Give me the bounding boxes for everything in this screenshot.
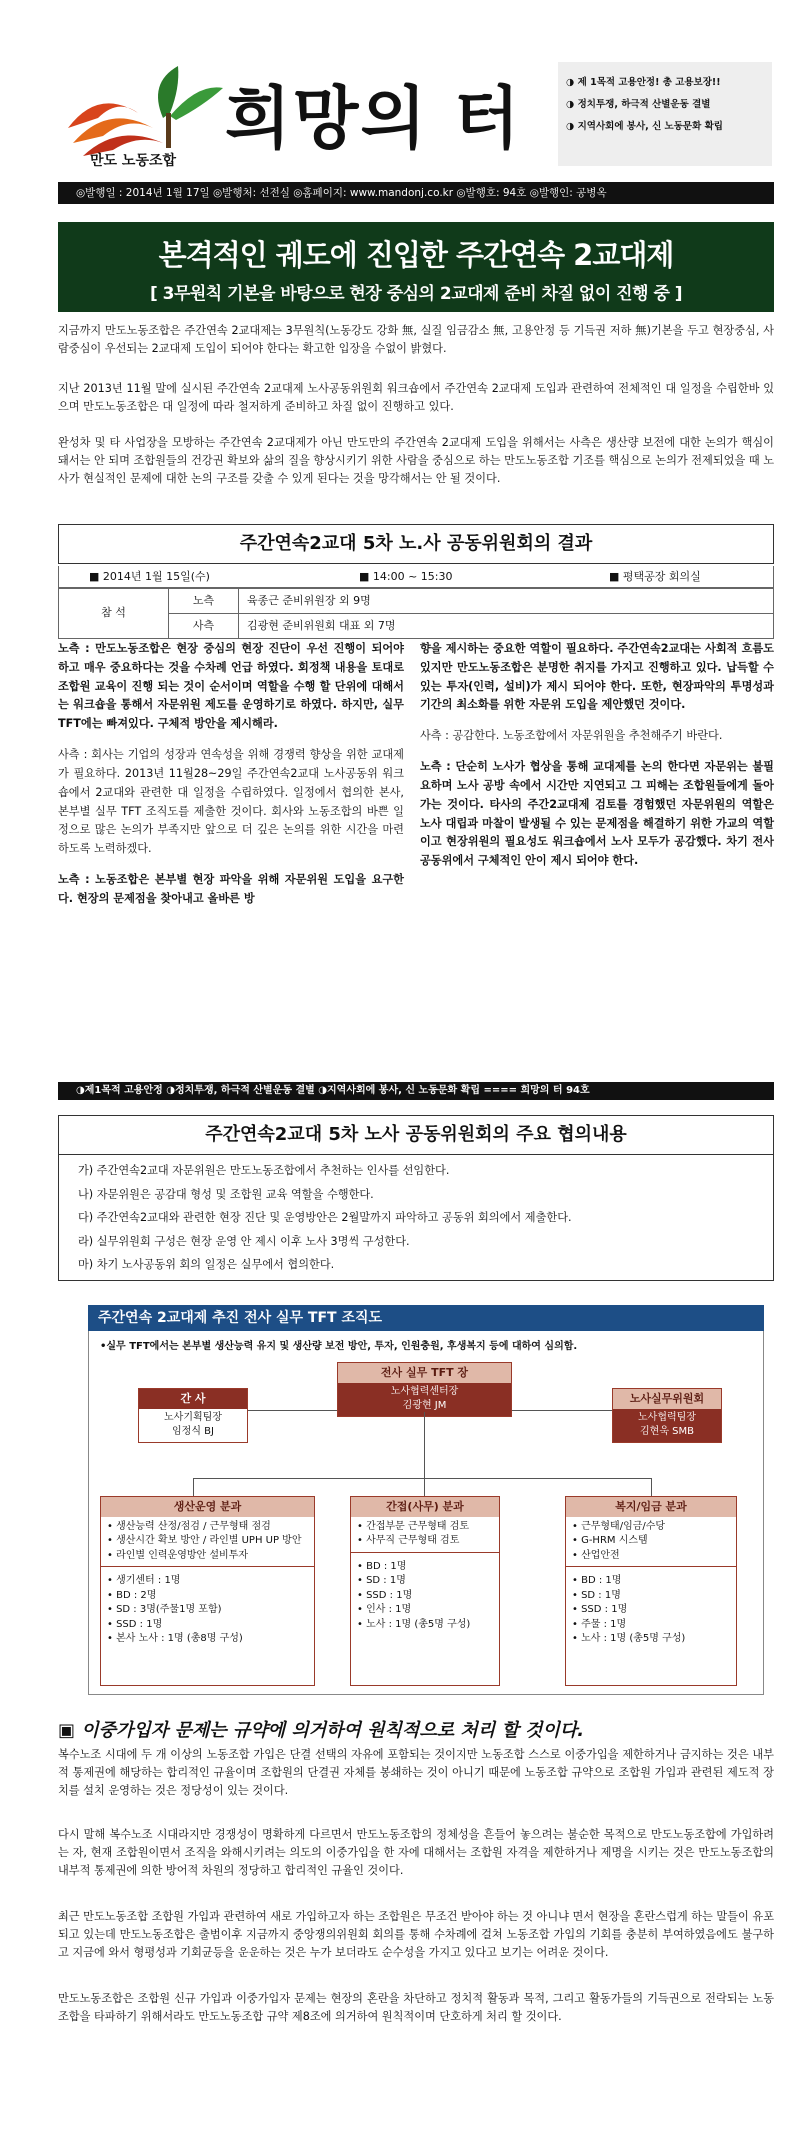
org-task: • G-HRM 시스템 (572, 1534, 730, 1549)
org-chart-note: •실무 TFT에서는 본부별 생산능력 유지 및 생산량 보전 방안, 투자, 인원충원, 후생복지 등에 대하여 심의함. (100, 1341, 578, 1352)
issue-paragraph-2: 다시 말해 복수노조 시대라지만 경쟁성이 명확하게 다르면서 만도노동조합의 정체성을 흔들어 놓으려는 불순한 목적으로 만도노동조합에 가입하려는 자, 현재 조합원이면서 조직을 와해시키려는 의도의 이중가입을 한 자에 대해서는 조합원 자격을 제한하거나 제명을 시키는 것은 만도노동조합의 내부적 통제권에 의한 방어적 차원의 정당하고 합리적인 규율인 것이다. (58, 1828, 774, 1878)
attendee-table (58, 588, 774, 639)
org-labor-committee-detail (613, 1409, 721, 1442)
agreement-item: 나) 자문위원은 공감대 형성 및 조합원 교육 역할을 수행한다. (78, 1187, 374, 1201)
org-labor-committee-box (612, 1388, 722, 1443)
org-connector (512, 1410, 612, 1411)
org-member: • SSD : 1명 (357, 1589, 493, 1604)
agreement-title: 주간연속2교대 5차 노사 공동위원회의 주요 협의내용 (58, 1115, 774, 1155)
org-labor-committee-sub: 노사협력팀장 (638, 1411, 696, 1423)
org-member: • 생기센터 : 1명 (107, 1574, 308, 1589)
discussion-right-column (420, 640, 774, 871)
org-group-tasks (101, 1517, 314, 1568)
issue-paragraph-4: 만도노동조합은 조합원 신규 가입과 이중가입자 문제는 현장의 혼란을 차단하고 정치적 활동과 목적, 그리고 활동가들의 기득권으로 전락되는 노동조합을 타파하기 위해서라도 만도노동조합 규약 제8조에 의거하여 원칙적이며 단호하게 처리 할 것이다. (58, 1992, 774, 2024)
meeting-date: ■ 2014년 1월 15일(수) (89, 570, 210, 583)
slogan-footer-band: ◑제1목적 고용안정 ◑정치투쟁, 하극적 산별운동 결별 ◑지역사회에 봉사, 신 노동문화 확립 ==== 희망의 터 94호 (58, 1082, 774, 1100)
discussion-right-3: 노측 : 단순히 노사가 협상을 통해 교대제를 논의 한다면 자문위는 불필요하며 노사 공방 속에서 시간만 지연되고 그 피해는 조합원들에게 돌아가는 것이다. 타사의 주간2교대제 검토를 경험했던 자문위원의 역할은 노사 대립과 마찰이 발생될 수 있는 문제점을 해결하기 위한 가교의 역할이고 현장위원의 필요성도 워크숍에서 노사 모두가 공감했다. 차기 전사 공동위에서 구체적인 안이 제시 되어야 한다. (420, 760, 774, 868)
issue-paragraph-3: 최근 만도노동조합 조합원 가입과 관련하여 새로 가입하고자 하는 조합원은 무조건 받아야 하는 것 아니냐 면서 현장을 혼란스럽게 하는 말들이 유포되고 있는데 만도노동조합은 출범이후 지금까지 중앙쟁의위원회 회의를 통해 수차례에 걸쳐 노동조합 가입의 기회를 충분히 부여하였음에도 불구하고 지금에 와서 형평성과 기회균등을 운운하는 것은 누가 보더라도 순수성을 가지고 있다고 보기는 어려운 것이다. (58, 1910, 774, 1960)
discussion-right-1: 향을 제시하는 중요한 역할이 필요하다. 주간연속2교대는 사회적 흐름도 있지만 만도노동조합은 분명한 취지를 가지고 진행하고 있다. 납득할 수 있는 투자(인력, 설비)가 제시 되어야 한다. 또한, 현장파악의 투명성과 기간의 최소화를 위한 자문위 도입을 제안했던 것이다. (420, 642, 774, 712)
org-group-members (566, 1571, 736, 1650)
org-group-production (100, 1496, 315, 1686)
discussion-left-3: 노측 : 노동조합은 본부별 현장 파악을 위해 자문위원 도입을 요구한다. 현장의 문제점을 찾아내고 올바른 방 (58, 872, 404, 905)
org-group-tasks (566, 1517, 736, 1568)
org-secretary-name: 임정식 BJ (172, 1426, 214, 1438)
discussion-right-2: 사측 : 공감한다. 노동조합에서 자문위원을 추천해주기 바란다. (420, 729, 723, 743)
meeting-time: ■ 14:00 ~ 15:30 (359, 570, 453, 583)
org-member: • SD : 3명(주물1명 포함) (107, 1603, 308, 1618)
attendee-label: 참 석 (59, 589, 169, 639)
headline-subtitle: [ 3무원칙 기본을 바탕으로 현장 중심의 2교대제 준비 차질 없이 진행 중 ] (149, 283, 683, 304)
org-task: • 사무직 근무형태 검토 (357, 1534, 493, 1549)
slogan-1: ◑ 제 1목적 고용안정! 총 고용보장!! (566, 72, 764, 94)
org-connector (193, 1478, 651, 1479)
org-task: • 간접부문 근무형태 검토 (357, 1520, 493, 1535)
org-top-detail (338, 1383, 511, 1416)
org-chart-title: 주간연속 2교대제 추진 전사 실무 TFT 조직도 (88, 1305, 764, 1331)
slogan-2: ◑ 정치투쟁, 하극적 산별운동 결별 (566, 94, 764, 116)
discussion-left-1: 노측 : 만도노동조합은 현장 중심의 현장 진단이 우선 진행이 되어야 하고 매우 중요하다는 것을 수차례 언급 하였다. 회정책 내용을 토대로 조합원 교육이 진행 되는 것이 순서이며 역할을 수행 할 단위에 대해서는 워크숍을 통해서 자문위원 제도를 운영하기로 하였다. 하지만, 실무TFT에는 빠져있다. 구체적 방안을 제시해라. (58, 642, 404, 731)
agreement-item: 가) 주간연속2교대 자문위원은 만도노동조합에서 추천하는 인사를 선임한다. (78, 1164, 450, 1177)
org-task: • 산업안전 (572, 1549, 730, 1564)
meeting-results-title: 주간연속2교대 5차 노.사 공동위원회의 결과 (58, 524, 774, 564)
attendee-side-labor: 노측 (169, 589, 239, 614)
meeting-schedule-row (58, 566, 774, 588)
org-member: • 노사 : 1명 (총5명 구성) (357, 1618, 493, 1633)
org-secretary-sub: 노사기획팀장 (164, 1411, 222, 1423)
agreement-item: 다) 주간연속2교대와 관련한 현장 진단 및 운영방안은 2월말까지 파악하고 공동위 회의에서 제출한다. (78, 1211, 572, 1225)
org-labor-committee-name: 김현욱 SMB (640, 1426, 694, 1438)
discussion-left-column (58, 640, 404, 909)
issue-title: ▣ 이중가입자 문제는 규약에 의거하여 원칙적으로 처리 할 것이다. (58, 1720, 585, 1741)
org-secretary-head: 간 사 (139, 1389, 247, 1409)
org-task: • 근무형태/임금/수당 (572, 1520, 730, 1535)
org-member: • BD : 2명 (107, 1589, 308, 1604)
org-task: • 라인별 인력운영방안 설비투자 (107, 1549, 308, 1564)
issue-info-bar: ◎발행일 : 2014년 1월 17일 ◎발행처: 선전실 ◎홈페이지: www.mandonj.co.kr ◎발행호: 94호 ◎발행인: 공병옥 (58, 182, 774, 204)
org-labor-committee-head: 노사실무위원회 (613, 1389, 721, 1409)
org-task: • 생산시간 확보 방안 / 라인별 UPH UP 방안 (107, 1534, 308, 1549)
org-connector (651, 1478, 652, 1496)
attendee-management: 김광현 준비위원회 대표 외 7명 (239, 613, 774, 638)
headline-title: 본격적인 궤도에 진입한 주간연속 2교대제 (158, 238, 674, 272)
org-member: • 인사 : 1명 (357, 1603, 493, 1618)
org-group-members (101, 1571, 314, 1650)
intro-paragraph-2: 지난 2013년 11월 말에 실시된 주간연속 2교대제 노사공동위원회 워크숍에서 주간연속 2교대제 도입과 관련하여 전체적인 대 일정을 수립한바 있으며 만도노동조합은 대 일정에 따라 철저하게 준비하고 차질 없이 진행하고 있다. (58, 382, 774, 414)
agreement-item: 라) 실무위원회 구성은 현장 운영 안 제시 이후 노사 3명씩 구성한다. (78, 1234, 410, 1248)
org-member: • 본사 노사 : 1명 (총8명 구성) (107, 1632, 308, 1647)
slogan-box (558, 62, 772, 166)
org-group-head: 복지/임금 분과 (566, 1497, 736, 1517)
org-member: • SD : 1명 (357, 1574, 493, 1589)
intro-paragraph-3: 완성차 및 타 사업장을 모방하는 주간연속 2교대제가 아닌 만도만의 주간연속 2교대제 도입을 위해서는 사측은 생산량 보전에 대한 논의가 핵심이 돼서는 안 되며 조합원들의 건강권 확보와 삶의 질을 향상시키기 위한 사람을 중심으로 하는 만도노동조합 기조를 핵심으로 논의가 전제되었을 때 노사가 현실적인 문제에 대한 논의 구조를 갖출 수 있게 된다는 것을 망각해서는 안 될 것이다. (58, 436, 774, 486)
agreement-list (78, 1159, 758, 1277)
slogan-3: ◑ 지역사회에 봉사, 신 노동문화 확립 (566, 116, 764, 138)
org-group-welfare (565, 1496, 737, 1686)
org-member: • SSD : 1명 (572, 1603, 730, 1618)
org-member: • SSD : 1명 (107, 1618, 308, 1633)
org-connector (424, 1412, 425, 1498)
agreement-item: 마) 차기 노사공동위 회의 일정은 실무에서 협의한다. (78, 1258, 335, 1272)
attendee-labor: 육종근 준비위원장 외 9명 (239, 589, 774, 614)
org-member: • BD : 1명 (572, 1574, 730, 1589)
meeting-place: ■ 평택공장 회의실 (609, 570, 701, 583)
issue-paragraph-1: 복수노조 시대에 두 개 이상의 노동조합 가입은 단결 선택의 자유에 포함되는 것이지만 노동조합 스스로 이중가입을 제한하거나 금지하는 것은 내부적 통제권에 해당하는 합리적인 규율이며 조합원의 단결권 자체를 봉쇄하는 것이 아니기 때문에 노동조합 규약으로 조합원 가입과 관련된 제도적 장치를 설치 운영하는 것은 정당성이 있는 것이다. (58, 1748, 774, 1798)
org-top-box (337, 1362, 512, 1417)
org-secretary-box (138, 1388, 248, 1443)
org-task: • 생산능력 산정/점검 / 근무형태 점검 (107, 1520, 308, 1535)
org-top-sub: 노사협력센터장 (390, 1385, 459, 1397)
headline-banner (58, 222, 774, 312)
union-name: 만도 노동조합 (90, 153, 177, 169)
org-group-members (351, 1557, 499, 1636)
org-connector (248, 1410, 337, 1411)
org-group-head: 간접(사무) 분과 (351, 1497, 499, 1517)
org-group-tasks (351, 1517, 499, 1553)
org-member: • 노사 : 1명 (총5명 구성) (572, 1632, 730, 1647)
org-top-name: 김광현 JM (402, 1400, 447, 1412)
masthead-title: 희망의 터 (225, 79, 522, 159)
discussion-left-2: 사측 : 회사는 기업의 성장과 연속성을 위해 경쟁력 향상을 위한 교대제가 필요하다. 2013년 11월28~29일 주간연속2교대 노사공동위 워크숍에서 2교대와 관련한 대 일정을 수립하였다. 일정에서 협의한 본사, 본부별 실무 TFT 조직도를 제출한 것이다. 회사와 노동조합의 바쁜 일정으로 많은 논의가 부족지만 앞으로 더 깊은 논의를 위한 시간을 마련하도록 노력하겠다. (58, 748, 404, 856)
org-group-indirect (350, 1496, 500, 1686)
org-member: • SD : 1명 (572, 1589, 730, 1604)
attendee-side-management: 사측 (169, 613, 239, 638)
org-group-head: 생산운영 분과 (101, 1497, 314, 1517)
org-connector (193, 1478, 194, 1496)
org-secretary-detail (139, 1409, 247, 1442)
org-member: • 주물 : 1명 (572, 1618, 730, 1633)
org-top-head: 전사 실무 TFT 장 (338, 1363, 511, 1383)
org-member: • BD : 1명 (357, 1560, 493, 1575)
intro-paragraph-1: 지금까지 만도노동조합은 주간연속 2교대제는 3무원칙(노동강도 강화 無, 실질 임금감소 無, 고용안정 등 기득권 저하 無)기본을 두고 현장중심, 사람중심이 우선되는 2교대제 도입이 되어야 한다는 확고한 입장을 수없이 밝혔다. (58, 324, 774, 356)
